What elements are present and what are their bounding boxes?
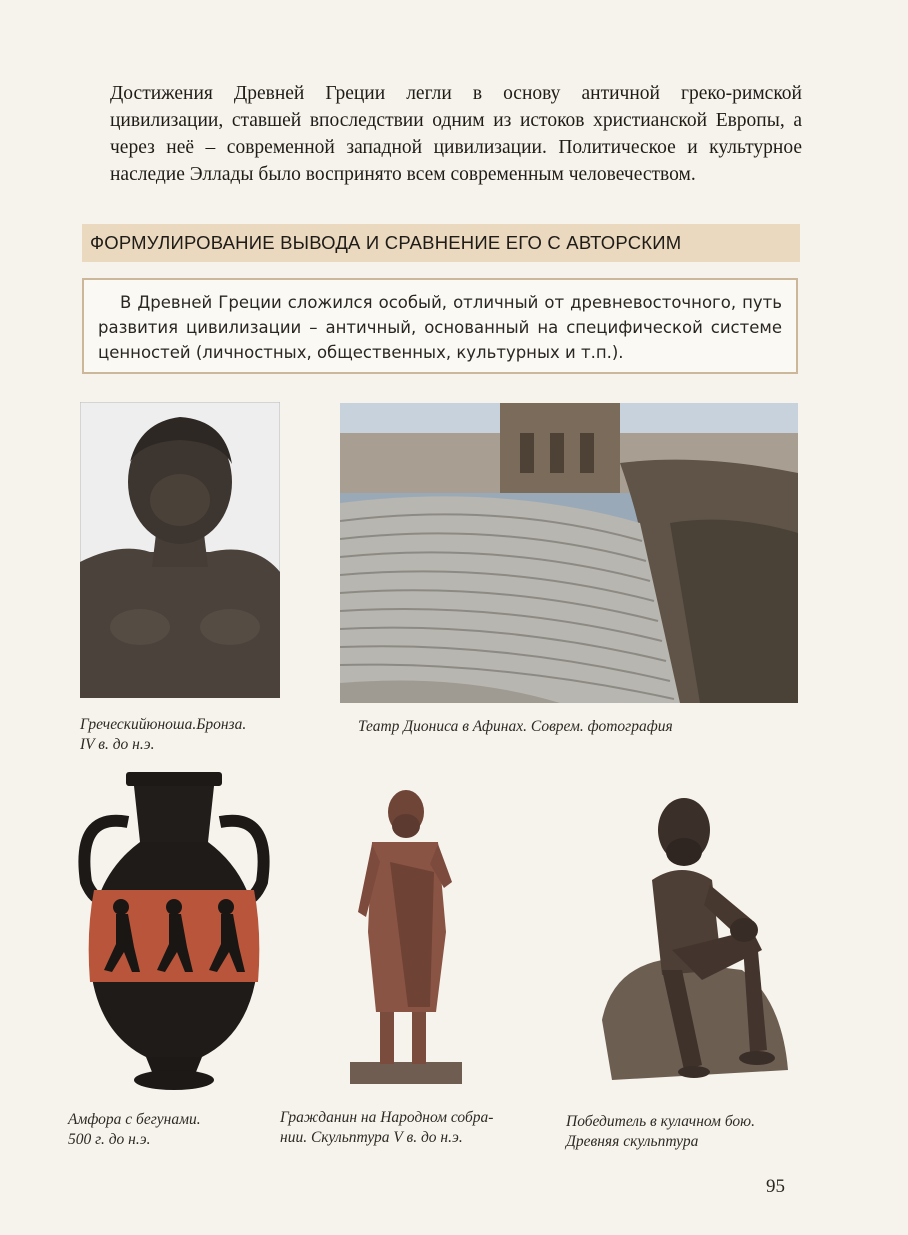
youth-caption-line1: Греческийюноша.Бронза. [80,716,247,733]
youth-caption-line2: IV в. до н.э. [80,736,155,753]
greek-youth-photo [80,402,280,698]
amphora-photo [76,772,272,1092]
citizen-caption [280,1108,570,1148]
theatre-photo [340,403,798,703]
conclusion-text: В Древней Греции сложился особый, отличный от древневосточного, путь развития цивилизации – античный, основанный на специфической системе ценностей (личностных, общественных, культурных и т.п.). [98,293,782,362]
theatre-caption: Театр Диониса в Афинах. Соврем. фотография [358,718,673,735]
intro-paragraph: Достижения Древней Греции легли в основу античной греко-римской цивилизации, ставшей впоследствии одним из истоков христианской Европы, а через неё – современной западной цивилизации. Политическое и культурное наследие Эллады было воспринято всем современным человечеством. [110,83,802,185]
page-number: 95 [766,1176,785,1197]
boxer-caption-line1: Победитель в кулачном бою. [566,1113,755,1130]
youth-caption [80,715,320,755]
boxer-caption [566,1112,836,1152]
section-heading: ФОРМУЛИРОВАНИЕ ВЫВОДА И СРАВНЕНИЕ ЕГО С АВТОРСКИМ [82,224,800,262]
citizen-caption-line1: Гражданин на Народном собра- [280,1109,494,1126]
amphora-caption-line1: Амфора с бегунами. [68,1111,201,1128]
boxer-caption-line2: Древняя скульптура [566,1133,699,1150]
citizen-caption-line2: нии. Скульптура V в. до н.э. [280,1129,463,1146]
amphora-caption [68,1110,268,1150]
boxer-statue-photo [592,780,792,1090]
conclusion-box [82,278,798,374]
citizen-statue-photo [350,772,462,1086]
amphora-caption-line2: 500 г. до н.э. [68,1131,151,1148]
